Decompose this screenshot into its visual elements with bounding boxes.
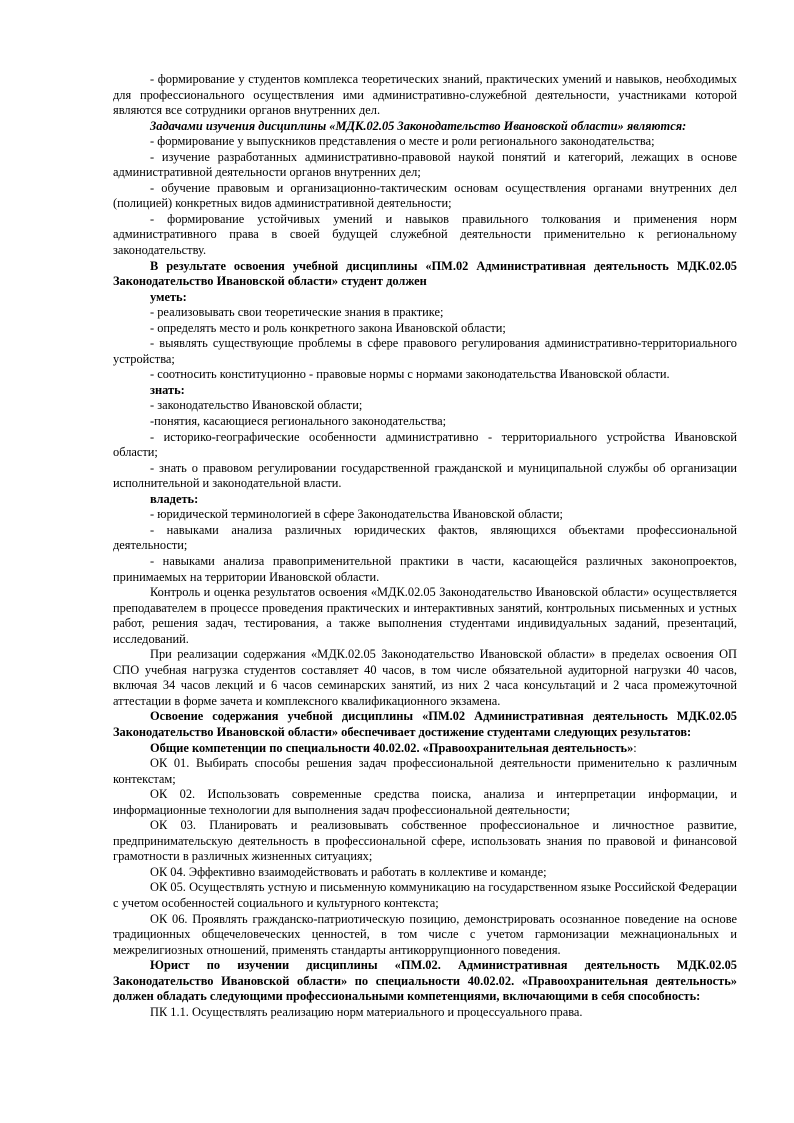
workload-paragraph: При реализации содержания «МДК.02.05 Законодательство Ивановской области» в пределах освоения ОП СПО учебная нагрузка студентов составляет 40 часов, в том числе обязательной аудиторной нагрузки 40 часов, включая 34 часов лекций и 6 часов семинарских занятий, из них 2 часа консультаций и 2 часа промежуточной аттестации в форме зачета и комплексного квалификационного экзамена. <box>113 647 737 708</box>
knowledge-item: - знать о правовом регулировании государственной гражданской и муниципальной службы об организации исполнительной и законодательной власти. <box>113 460 737 491</box>
task-item: - формирование у выпускников представления о месте и роли регионального законодательства; <box>150 134 655 149</box>
competency-item: ОК 01. Выбирать способы решения задач профессиональной деятельности применительно к различным контекстам; <box>113 756 737 786</box>
mastery-heading: владеть: <box>150 491 199 506</box>
professional-competency-item: ПК 1.1. Осуществлять реализацию норм материального и процессуального права. <box>150 1004 583 1019</box>
competency-item: ОК 04. Эффективно взаимодействовать и работать в коллективе и команде; <box>150 864 547 879</box>
general-competencies-title: Общие компетенции по специальности 40.02.02. «Правоохранительная деятельность» <box>150 740 634 755</box>
skill-item: - соотносить конституционно - правовые нормы с нормами законодательства Ивановской области. <box>150 367 670 382</box>
competency-item: ОК 06. Проявлять гражданско-патриотическую позицию, демонстрировать осознанное поведение на основе традиционных общечеловеческих ценностей, в том числе с учетом гармонизации межнациональных и межрелигиозных отношений, применять стандарты антикоррупционного поведения. <box>113 911 737 957</box>
task-item: - формирование устойчивых умений и навыков правильного толкования и применения норм административного права в своей будущей служебной деятельности применительно к региональному законодательству. <box>113 211 737 258</box>
general-competencies-heading <box>113 741 737 757</box>
competency-item: ОК 03. Планировать и реализовывать собственное профессиональное и личностное развитие, предпринимательскую деятельность в профессиональной сфере, использовать знания по правовой и финансовой грамотности в различных жизненных ситуациях; <box>113 818 737 864</box>
knowledge-item: -понятия, касающиеся регионального законодательства; <box>150 414 447 429</box>
skill-item: - реализовывать свои теоретические знания в практике; <box>150 305 444 320</box>
mastery-item: - юридической терминологией в сфере Законодательства Ивановской области; <box>150 507 563 522</box>
outcomes-heading: Освоение содержания учебной дисциплины «ПМ.02 Административная деятельность МДК.02.05 Законодательство Ивановской области» обеспечивает достижение студентами следующих результатов: <box>113 709 737 739</box>
knowledge-heading: знать: <box>150 382 185 397</box>
document-page <box>113 72 737 1020</box>
task-item: - обучение правовым и организационно-тактическим основам осуществления органами внутренних дел (полицией) конкретных видов административной деятельности; <box>113 180 737 211</box>
competency-item: ОК 02. Использовать современные средства поиска, анализа и интерпретации информации, и информационные технологии для выполнения задач профессиональной деятельности; <box>113 787 737 817</box>
mastery-item: - навыками анализа различных юридических фактов, являющихся объектами профессиональной деятельности; <box>113 522 737 553</box>
task-item: - изучение разработанных административно-правовой наукой понятий и категорий, лежащих в основе административной деятельности органов внутренних дел; <box>113 149 737 180</box>
assessment-paragraph: Контроль и оценка результатов освоения «МДК.02.05 Законодательство Ивановской области» осуществляется преподавателем в процессе проведения практических и интерактивных занятий, контрольных письменных и устных работ, решения задач, тестирования, а также выполнения студентами индивидуальных заданий, презентаций, исследований. <box>113 585 737 646</box>
mastery-item: - навыками анализа правоприменительной практики в части, касающейся различных законопроектов, принимаемых на территории Ивановской области. <box>113 553 737 584</box>
goal-paragraph: - формирование у студентов комплекса теоретических знаний, практических умений и навыков, необходимых для профессионального осуществления ими административно-служебной деятельности, участниками которой являются все сотрудники органов внутренних дел. <box>113 72 737 118</box>
knowledge-item: - историко-географические особенности административно - территориального устройства Ивановской области; <box>113 429 737 460</box>
tasks-heading: Задачами изучения дисциплины «МДК.02.05 Законодательство Ивановской области» являются: <box>150 118 687 133</box>
professional-competencies-heading: Юрист по изучении дисциплины «ПМ.02. Административная деятельность МДК.02.05 Законодательство Ивановской области» по специальности 40.02.02. «Правоохранительная деятельность» должен обладать следующими профессиональными компетенциями, включающими в себя способность: <box>113 958 737 1004</box>
competency-item: ОК 05. Осуществлять устную и письменную коммуникацию на государственном языке Российской Федерации с учетом особенностей социального и культурного контекста; <box>113 880 737 910</box>
knowledge-item: - законодательство Ивановской области; <box>150 398 363 413</box>
skill-item: - определять место и роль конкретного закона Ивановской области; <box>150 320 506 335</box>
general-competencies-colon: : <box>633 740 637 755</box>
skill-item: - выявлять существующие проблемы в сфере правового регулирования административно-территориального устройства; <box>113 336 737 366</box>
skills-heading: уметь: <box>150 289 187 304</box>
results-heading: В результате освоения учебной дисциплины «ПМ.02 Административная деятельность МДК.02.05 Законодательство Ивановской области» студент должен <box>113 258 737 289</box>
